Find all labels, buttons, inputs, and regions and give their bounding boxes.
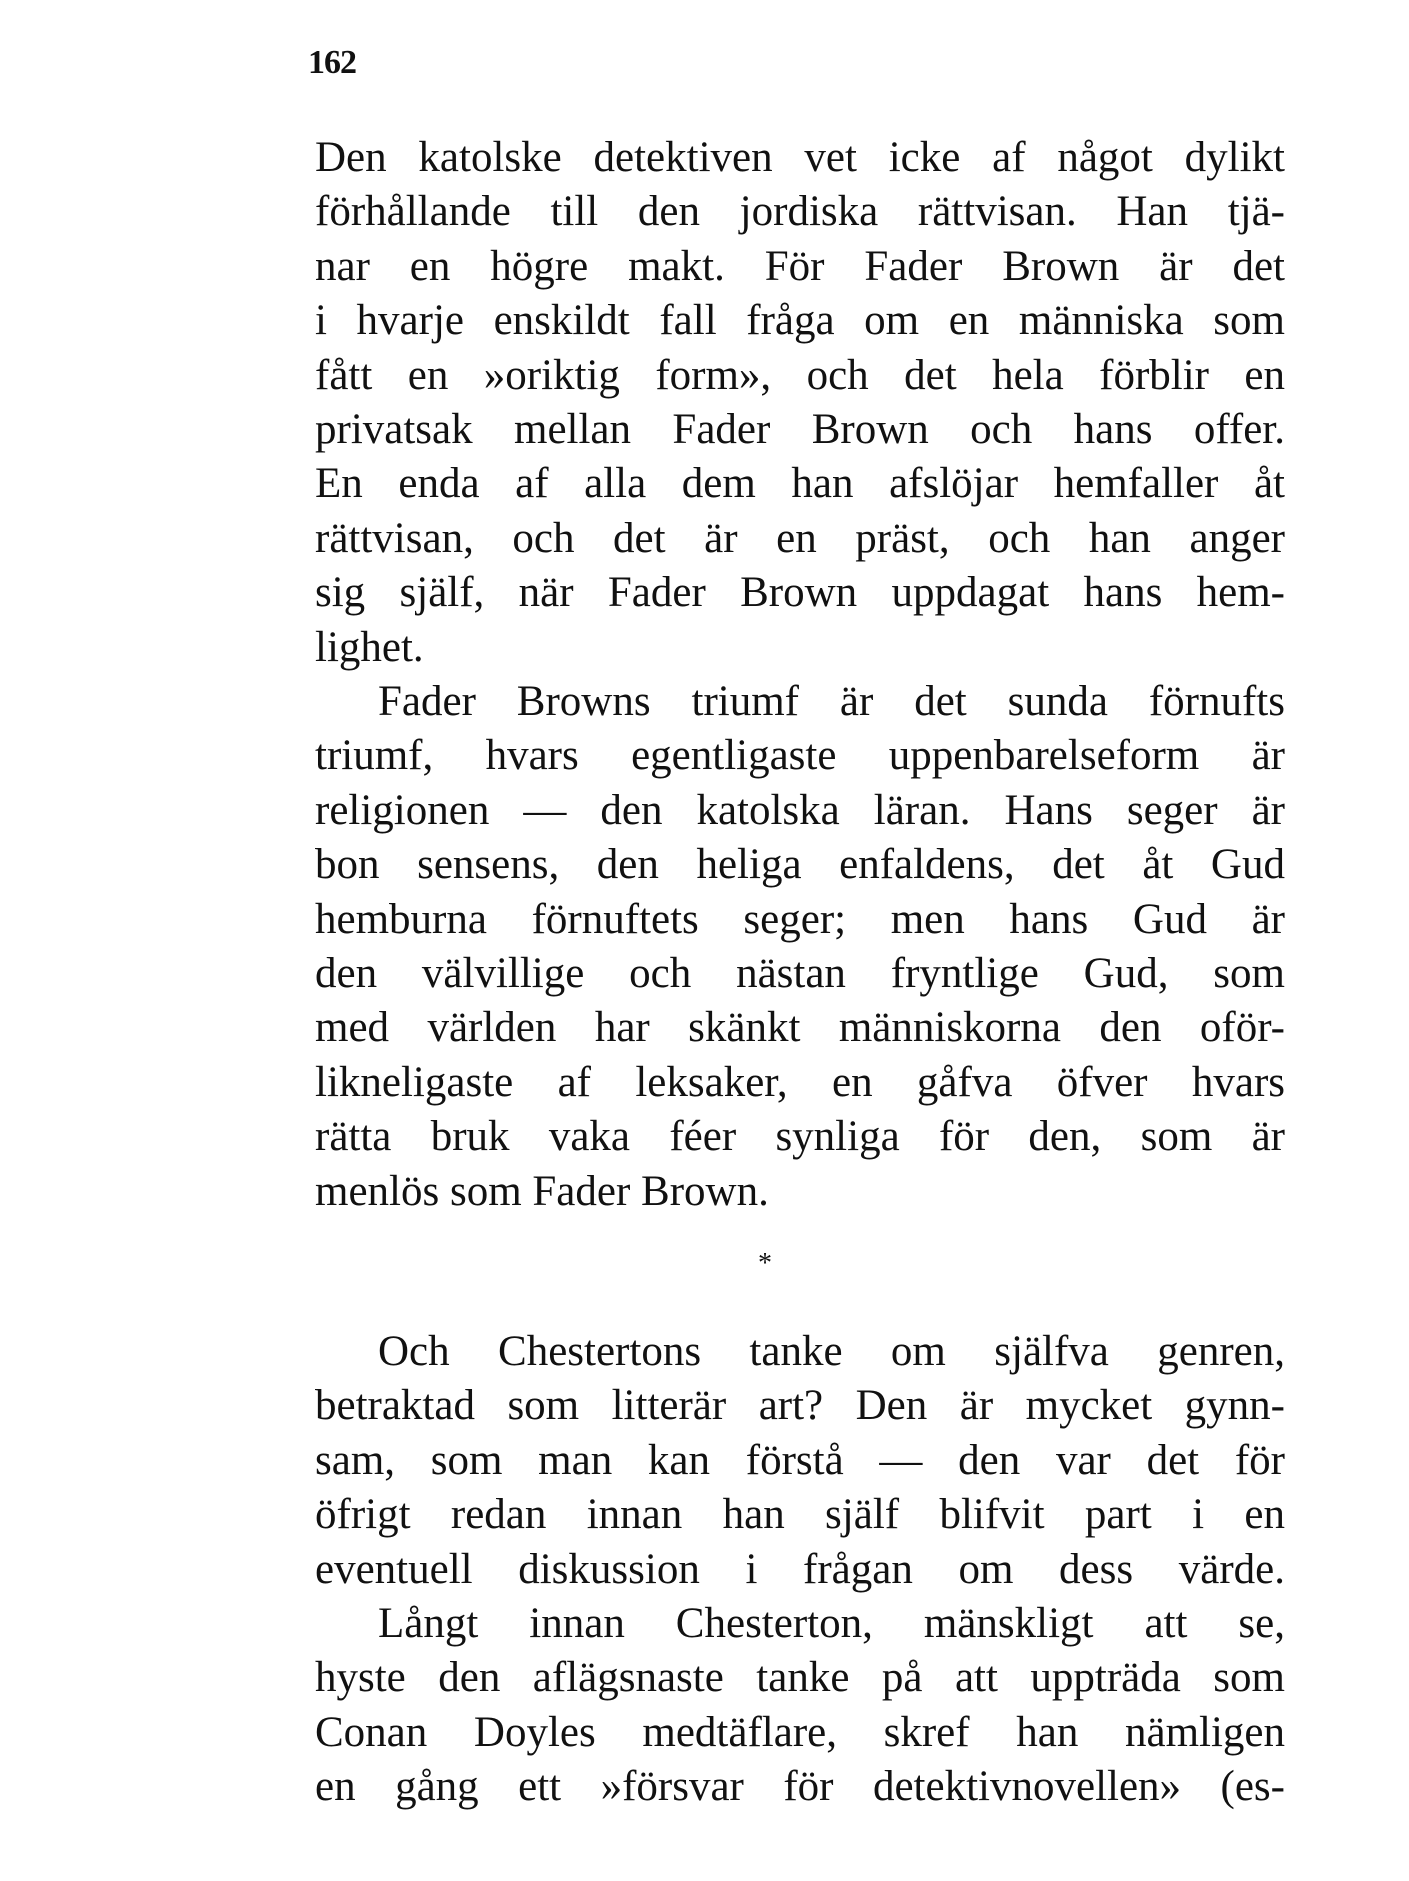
text-line: sam, som man kan förstå — den var det för [315,1436,1285,1484]
text-line: menlös som Fader Brown. [315,1167,769,1215]
text-line: Den katolske detektiven vet icke af något dylikt [315,134,1285,181]
text-line: likneligaste af leksaker, en gåfva öfver hvars [315,1058,1285,1106]
text-line: öfrigt redan innan han själf blifvit part i en [315,1491,1285,1539]
section-separator: * [758,1248,772,1279]
text-line: nar en högre makt. För Fader Brown är det [315,242,1285,290]
text-line: religionen — den katolska läran. Hans seger är [315,786,1285,834]
text-line: i hvarje enskildt fall fråga om en människa som [315,297,1285,345]
text-line: lighet. [315,623,424,671]
text-line: Conan Doyles medtäflare, skref han nämligen [315,1708,1285,1756]
text-line: Långt innan Chesterton, mänskligt att se, [378,1600,1285,1647]
text-line: privatsak mellan Fader Brown och hans offer. [315,406,1285,453]
text-line: fått en »oriktig form», och det hela förblir en [315,351,1285,399]
text-line: en gång ett »försvar för detektivnovellen» (es- [315,1763,1285,1811]
text-line: Fader Browns triumf är det sunda förnufts [378,678,1285,725]
text-line: triumf, hvars egentligaste uppenbarelseform är [315,732,1285,780]
text-line: eventuell diskussion i frågan om dess värde. [315,1545,1285,1593]
text-line: Och Chestertons tanke om själfva genren, [378,1328,1285,1375]
text-line: rätta bruk vaka féer synliga för den, som är [315,1113,1285,1161]
text-line: En enda af alla dem han afslöjar hemfaller åt [315,460,1285,508]
text-line: förhållande till den jordiska rättvisan. Han tjä- [315,188,1285,236]
text-line: rättvisan, och det är en präst, och han anger [315,514,1285,562]
text-line: den välvillige och nästan fryntlige Gud, som [315,950,1285,997]
text-line: sig själf, när Fader Brown uppdagat hans hem- [315,569,1285,617]
text-line: hemburna förnuftets seger; men hans Gud är [315,895,1285,943]
text-line: bon sensens, den heliga enfaldens, det åt Gud [315,841,1285,889]
text-line: hyste den aflägsnaste tanke på att uppträda som [315,1654,1285,1702]
text-line: betraktad som litterär art? Den är mycket gynn- [315,1382,1285,1430]
text-line: med världen har skänkt människorna den oför- [315,1004,1285,1052]
page-number: 162 [308,44,356,81]
